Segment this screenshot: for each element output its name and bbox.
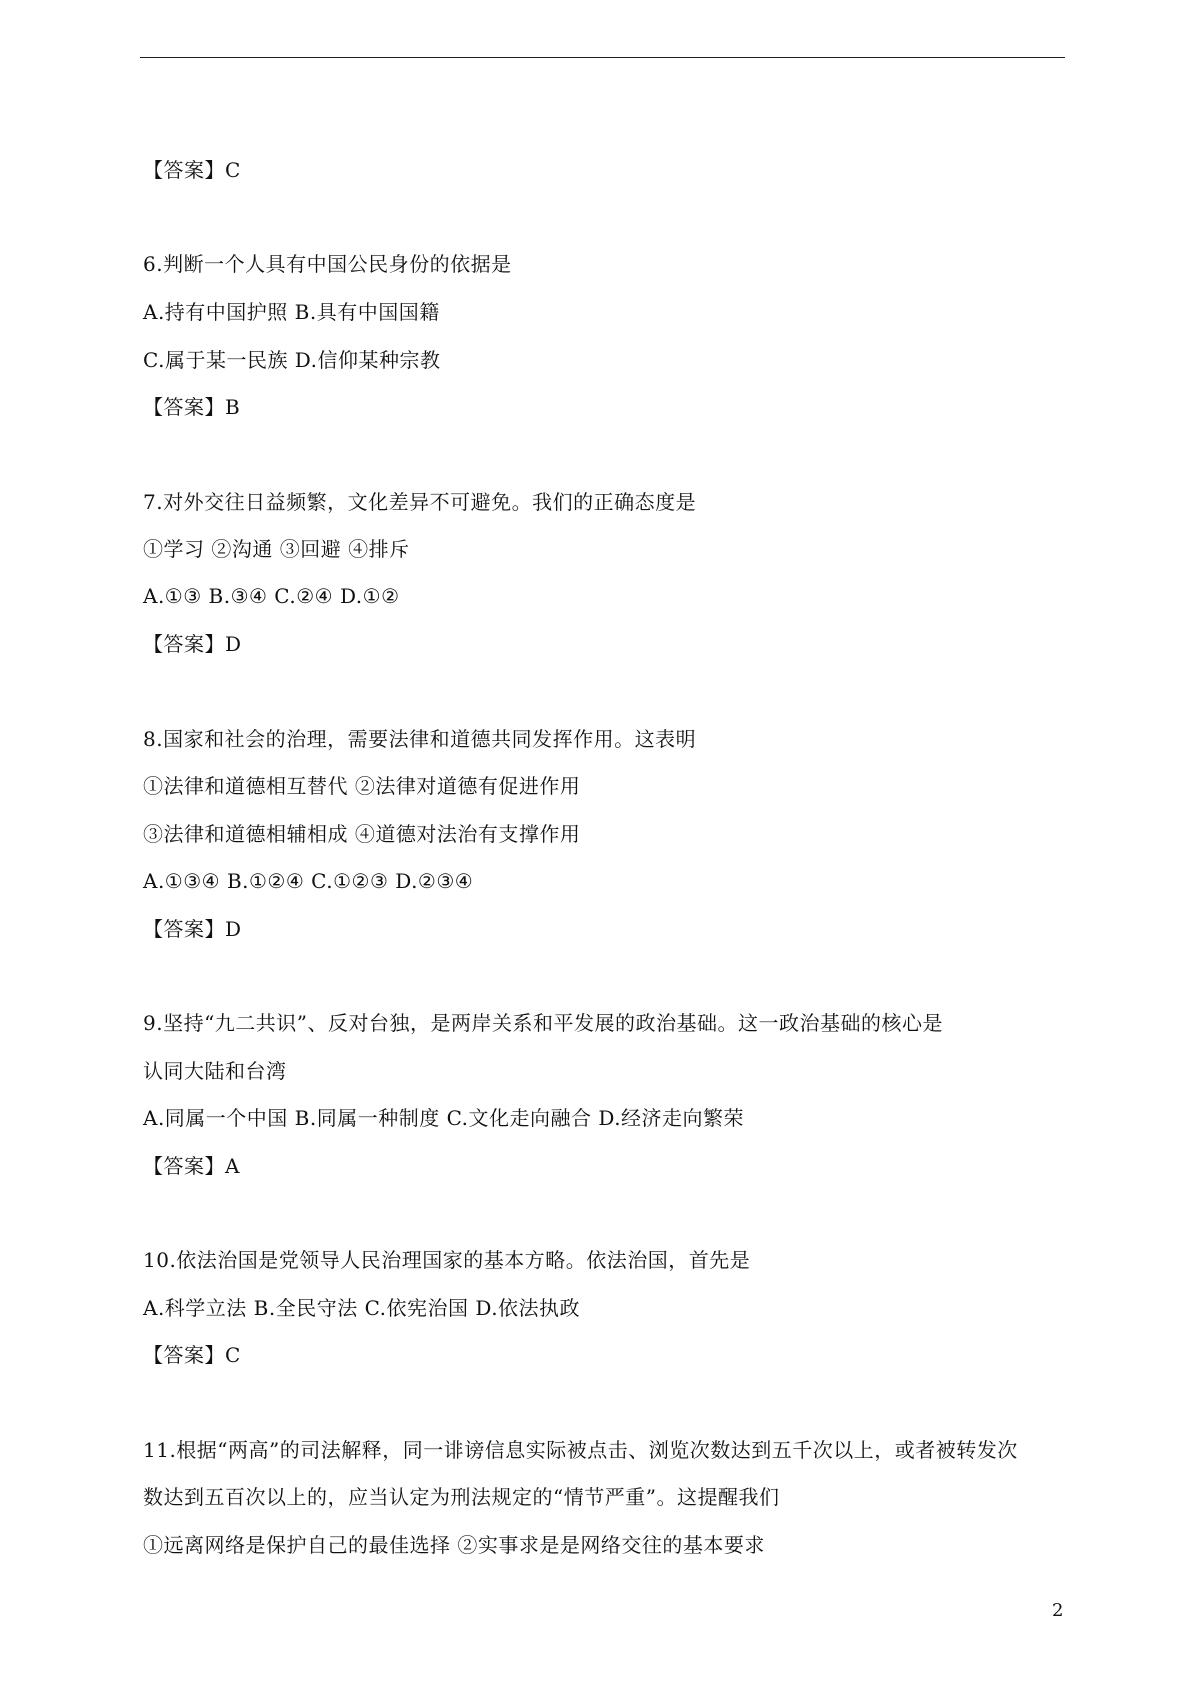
page-number: 2 [1052, 1600, 1064, 1621]
answer-line: 【答案】A [143, 1154, 240, 1178]
question-9-options: A.同属一个中国 B.同属一种制度 C.文化走向融合 D.经济走向繁荣 [143, 1106, 745, 1130]
answer-line: 【答案】C [143, 158, 241, 182]
answer-line: 【答案】D [143, 632, 242, 656]
question-10-stem: 10.依法治国是党领导人民治理国家的基本方略。依法治国，首先是 [143, 1248, 751, 1272]
header-rule [140, 57, 1065, 58]
question-10-options: A.科学立法 B.全民守法 C.依宪治国 D.依法执政 [143, 1296, 581, 1320]
answer-line: 【答案】C [143, 1343, 241, 1367]
answer-line: 【答案】B [143, 395, 241, 419]
question-8-items-12: ①法律和道德相互替代 ②法律对道德有促进作用 [143, 774, 581, 798]
question-9-stem-cont: 认同大陆和台湾 [143, 1059, 287, 1083]
question-6-options-ab: A.持有中国护照 B.具有中国国籍 [143, 300, 440, 324]
question-11-items-12: ①远离网络是保护自己的最佳选择 ②实事求是是网络交往的基本要求 [143, 1533, 765, 1557]
question-7-items: ①学习 ②沟通 ③回避 ④排斥 [143, 537, 410, 561]
question-8-options: A.①③④ B.①②④ C.①②③ D.②③④ [143, 869, 474, 893]
answer-line: 【答案】D [143, 917, 242, 941]
question-7-stem: 7.对外交往日益频繁，文化差异不可避免。我们的正确态度是 [143, 490, 697, 514]
question-8-stem: 8.国家和社会的治理，需要法律和道德共同发挥作用。这表明 [143, 727, 697, 751]
question-8-items-34: ③法律和道德相辅相成 ④道德对法治有支撑作用 [143, 822, 581, 846]
question-11-stem: 11.根据“两高”的司法解释，同一诽谤信息实际被点击、浏览次数达到五千次以上，或者被转发次 [143, 1438, 1018, 1462]
question-6-options-cd: C.属于某一民族 D.信仰某种宗教 [143, 348, 441, 372]
question-9-stem: 9.坚持“九二共识”、反对台独，是两岸关系和平发展的政治基础。这一政治基础的核心是 [143, 1011, 944, 1035]
question-6-stem: 6.判断一个人具有中国公民身份的依据是 [143, 252, 512, 276]
question-7-options: A.①③ B.③④ C.②④ D.①② [143, 584, 400, 608]
question-11-stem-cont: 数达到五百次以上的，应当认定为刑法规定的“情节严重”。这提醒我们 [143, 1485, 780, 1509]
